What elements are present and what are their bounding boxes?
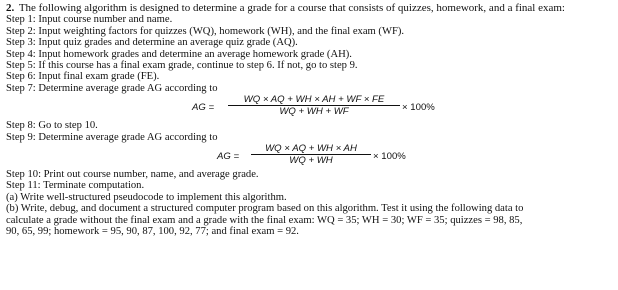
step-8: Step 8: Go to step 10. [6, 120, 98, 132]
formula-1-fraction [228, 94, 400, 118]
step-10: Step 10: Print out course number, name, and average grade. [6, 169, 259, 181]
part-b-line-3: 90, 65, 99; homework = 95, 90, 87, 100, 92, 77; and final exam = 92. [6, 226, 299, 238]
formula-2-fraction [251, 143, 371, 167]
problem-number: 2. [6, 2, 15, 14]
step-6: Step 6: Input final exam grade (FE). [6, 71, 160, 83]
formula-2-multiplier: × 100% [373, 151, 406, 163]
step-4: Step 4: Input homework grades and determine an average homework grade (AH). [6, 48, 352, 60]
step-5: Step 5: If this course has a final exam grade, continue to step 6. If not, go to step 9. [6, 60, 358, 72]
problem-intro-text: The following algorithm is designed to determine a grade for a course that consists of quizzes, homework, and a final exam: [18, 2, 565, 14]
formula-2-denominator: WQ + WH [289, 155, 333, 167]
step-1: Step 1: Input course number and name. [6, 14, 173, 26]
formula-without-final [6, 143, 612, 169]
formula-2-lhs: AG = [217, 151, 240, 163]
formula-2-numerator: WQ × AQ + WH × AH [251, 143, 371, 155]
step-3: Step 3: Input quiz grades and determine an average quiz grade (AQ). [6, 37, 298, 49]
formula-1-lhs: AG = [192, 102, 215, 114]
formula-1-multiplier: × 100% [402, 102, 435, 114]
part-b-line-1: (b) Write, debug, and document a structured computer program based on this algorithm. Test it using the following data to [6, 203, 524, 215]
problem-statement [6, 3, 612, 238]
step-7: Step 7: Determine average grade AG according to [6, 82, 218, 94]
formula-1-numerator: WQ × AQ + WH × AH + WF × FE [228, 94, 400, 106]
formula-with-final [6, 94, 612, 120]
problem-intro [6, 3, 612, 14]
part-a: (a) Write well-structured pseudocode to implement this algorithm. [6, 191, 287, 203]
part-b-line-2: calculate a grade without the final exam and a grade with the final exam: WQ = 35; WH = 30; WF = 35; quizzes = 98, 85, [6, 214, 523, 226]
step-9: Step 9: Determine average grade AG according to [6, 131, 218, 143]
step-2: Step 2: Input weighting factors for quizzes (WQ), homework (WH), and the final exam (WF). [6, 25, 405, 37]
formula-1-denominator: WQ + WH + WF [279, 106, 349, 118]
step-11: Step 11: Terminate computation. [6, 180, 145, 192]
